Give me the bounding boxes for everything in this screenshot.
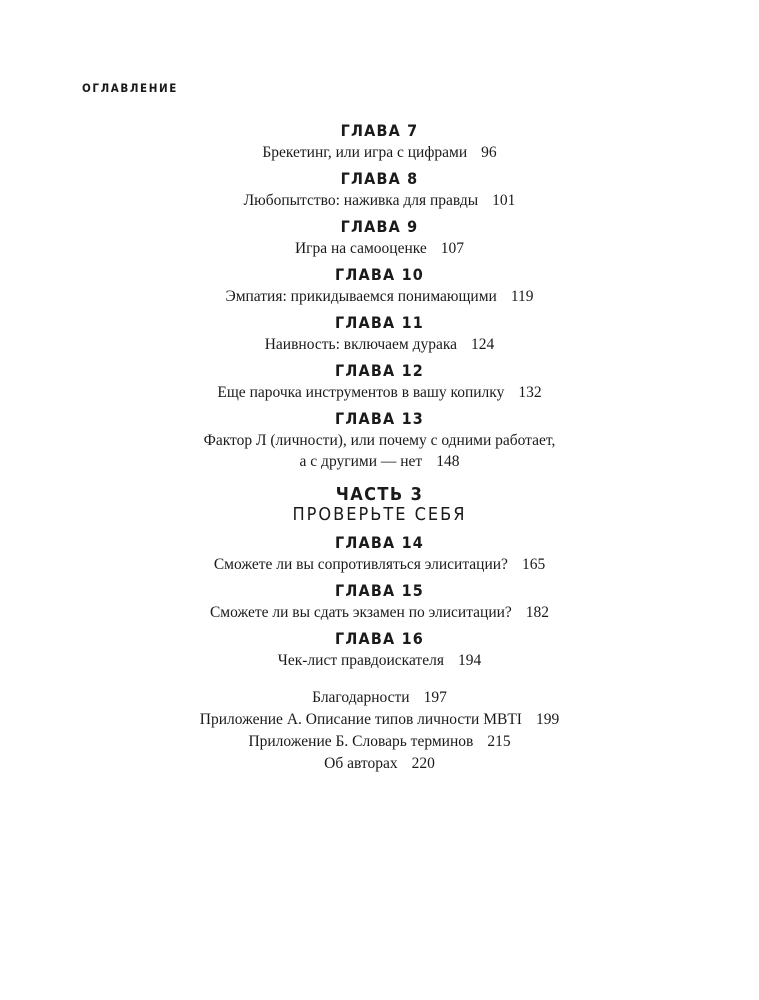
toc-entry[interactable] bbox=[0, 190, 759, 211]
page-number: 101 bbox=[492, 192, 516, 209]
page-number: 194 bbox=[457, 652, 482, 669]
page-number: 132 bbox=[518, 384, 542, 401]
toc-chapter-14 bbox=[0, 532, 759, 575]
entry-title: Приложение А. Описание типов личности MBTI bbox=[199, 711, 522, 728]
toc-chapter-15 bbox=[0, 580, 759, 623]
entry-title: Сможете ли вы сопротивляться элиситации? bbox=[213, 556, 508, 573]
toc-entry[interactable] bbox=[0, 142, 759, 163]
chapter-heading: ГЛАВА 10 bbox=[334, 265, 424, 284]
entry-title: Сможете ли вы сдать экзамен по элиситации? bbox=[209, 604, 512, 621]
chapter-heading: ГЛАВА 15 bbox=[334, 581, 424, 600]
toc-chapter-11 bbox=[0, 312, 759, 355]
toc-chapter-7 bbox=[0, 120, 759, 163]
chapter-heading: ГЛАВА 7 bbox=[340, 121, 419, 140]
chapter-heading: ГЛАВА 13 bbox=[334, 409, 424, 428]
part-title: ПРОВЕРЬТЕ СЕБЯ bbox=[292, 504, 467, 525]
toc-chapter-8 bbox=[0, 168, 759, 211]
chapter-heading: ГЛАВА 8 bbox=[340, 169, 419, 188]
toc-entry[interactable] bbox=[0, 650, 759, 671]
page-number: 220 bbox=[411, 755, 435, 772]
toc-entry[interactable] bbox=[0, 286, 759, 307]
entry-title-line-2 bbox=[0, 451, 759, 472]
toc-chapter-12 bbox=[0, 360, 759, 403]
entry-title: Еще парочка инструментов в вашу копилку bbox=[217, 384, 505, 401]
part-heading: ЧАСТЬ 3 bbox=[335, 484, 424, 505]
page-number: 197 bbox=[423, 689, 447, 706]
toc-entry-acknowledgements[interactable] bbox=[0, 687, 759, 709]
page-number: 148 bbox=[436, 453, 460, 470]
chapter-heading: ГЛАВА 12 bbox=[334, 361, 424, 380]
page-number: 124 bbox=[471, 336, 495, 353]
entry-title: Игра на самооценке bbox=[294, 240, 427, 257]
page-number: 96 bbox=[481, 144, 497, 161]
page-number: 119 bbox=[510, 288, 534, 305]
entry-title: Об авторах bbox=[324, 755, 398, 772]
entry-title: Приложение Б. Словарь терминов bbox=[248, 733, 474, 750]
toc-entry[interactable] bbox=[0, 382, 759, 403]
entry-title-line-1: Фактор Л (личности), или почему с одними работает, bbox=[203, 432, 556, 449]
toc-entry[interactable] bbox=[0, 238, 759, 259]
toc-chapter-10 bbox=[0, 264, 759, 307]
entry-title: Эмпатия: прикидываемся понимающими bbox=[225, 288, 497, 305]
page-number: 107 bbox=[440, 240, 465, 257]
toc-chapter-16 bbox=[0, 628, 759, 671]
toc-entry[interactable] bbox=[0, 334, 759, 355]
page-number: 215 bbox=[487, 733, 511, 750]
toc-appendix bbox=[0, 687, 759, 775]
toc-part-3 bbox=[0, 486, 759, 526]
page-number: 199 bbox=[535, 711, 560, 728]
table-of-contents bbox=[0, 120, 759, 775]
entry-title: Любопытство: наживка для правды bbox=[243, 192, 479, 209]
chapter-heading: ГЛАВА 14 bbox=[334, 533, 424, 552]
chapter-heading: ГЛАВА 9 bbox=[340, 217, 419, 236]
toc-entry-about-authors[interactable] bbox=[0, 753, 759, 775]
entry-title: Наивность: включаем дурака bbox=[264, 336, 458, 353]
entry-title: а с другими — нет bbox=[299, 453, 423, 470]
entry-title: Брекетинг, или игра с цифрами bbox=[262, 144, 468, 161]
entry-title: Благодарности bbox=[312, 689, 410, 706]
toc-entry[interactable] bbox=[0, 430, 759, 472]
toc-entry-appendix-b[interactable] bbox=[0, 731, 759, 753]
page-header: ОГЛАВЛЕНИЕ bbox=[82, 81, 178, 95]
toc-chapter-9 bbox=[0, 216, 759, 259]
page-number: 165 bbox=[521, 556, 546, 573]
toc-entry-appendix-a[interactable] bbox=[0, 709, 759, 731]
chapter-heading: ГЛАВА 16 bbox=[334, 629, 424, 648]
toc-chapter-13 bbox=[0, 408, 759, 472]
entry-title: Чек-лист правдоискателя bbox=[277, 652, 444, 669]
page-number: 182 bbox=[525, 604, 550, 621]
toc-entry[interactable] bbox=[0, 554, 759, 575]
chapter-heading: ГЛАВА 11 bbox=[334, 313, 424, 332]
toc-entry[interactable] bbox=[0, 602, 759, 623]
